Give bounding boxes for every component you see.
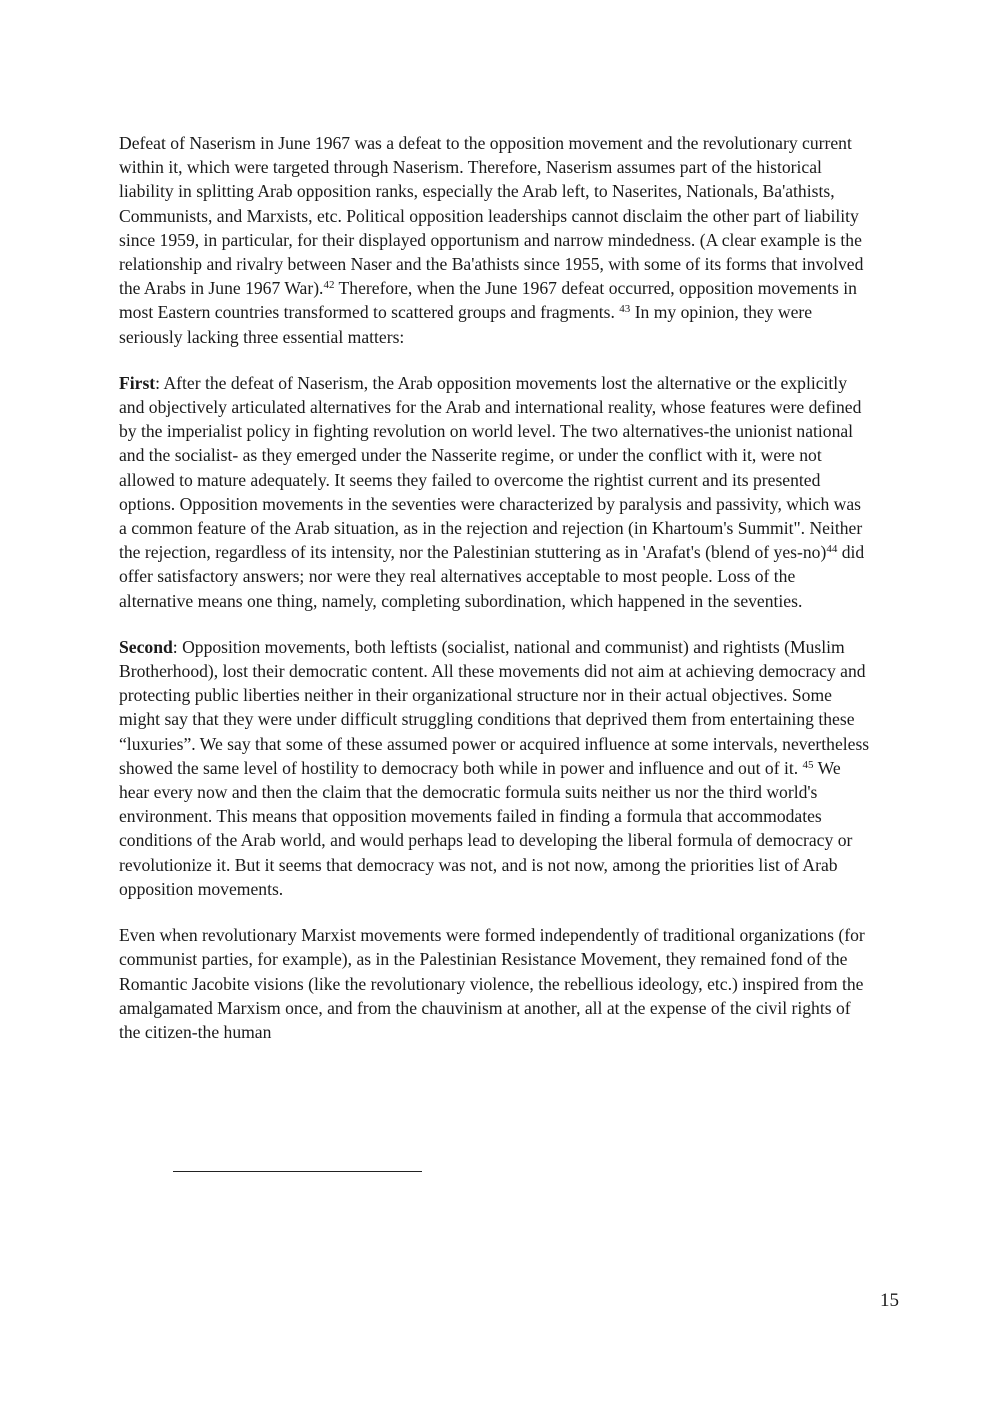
paragraph: [119, 635, 871, 901]
page-number: 15: [880, 1290, 899, 1311]
paragraph: [119, 923, 871, 1044]
paragraph-lead: Second: [119, 636, 173, 657]
footnote-reference: 44: [826, 543, 838, 556]
paragraph: [119, 131, 871, 349]
paragraph-text: Therefore, when the June 1967 defeat occurred, opposition movements in most Eastern countries transformed to scattered groups and fragments.: [119, 278, 857, 323]
paragraph-text: : Opposition movements, both leftists (socialist, national and communist) and rightists (Muslim Brotherhood), lost their democratic content. All these movements did not aim at achieving democracy and protecting public liberties neither in their organizational structure nor in their actual objectives. Some might say that they were under difficult struggling conditions that deprived them from entertaining these “luxuries”. We say that some of these assumed power or acquired influence at some intervals, nevertheless showed the same level of hostility to democracy both while in power and influence and out of it.: [119, 636, 870, 778]
paragraph-text: We hear every now and then the claim that the democratic formula suits neither us nor the third world's environment. This means that opposition movements failed in finding a formula that accommodates conditions of the Arab world, and would perhaps lead to developing the liberal formula of democracy or revolutionize it. But it seems that democracy was not, and is not now, among the priorities list of Arab opposition movements.: [119, 757, 853, 899]
paragraph-lead: First: [119, 372, 156, 393]
body-text: [119, 131, 871, 1066]
paragraph-text: In my opinion, they were seriously lacking three essential matters:: [119, 302, 813, 347]
paragraph-text: : After the defeat of Naserism, the Arab opposition movements lost the alternative or the explicitly and objectively articulated alternatives for the Arab and international reality, whose features were defined by the imperialist policy in fighting revolution on world level. The two alternatives-the unionist national and the socialist- as they emerged under the Nasserite regime, or under the conflict with it, were not allowed to mature adequately. It seems they failed to overcome the rightist current and its presented options. Opposition movements in the seventies were characterized by paralysis and passivity, which was a common feature of the Arab situation, as in the rejection and rejection (in Khartoum's Summit". Neither the rejection, regardless of its intensity, nor the Palestinian stuttering as in 'Arafat's (blend of yes-no): [119, 372, 863, 563]
paragraph: [119, 371, 871, 613]
footnote-reference: 42: [323, 279, 335, 292]
paragraph-text: Defeat of Naserism in June 1967 was a defeat to the opposition movement and the revolutionary current within it, which were targeted through Naserism. Therefore, Naserism assumes part of the historical liability in splitting Arab opposition ranks, especially the Arab left, to Naserites, Nationals, Ba'athists, Communists, and Marxists, etc. Political opposition leaderships cannot disclaim the other part of liability since 1959, in particular, for their displayed opportunism and narrow mindedness. (A clear example is the relationship and rivalry between Naser and the Ba'athists since 1955, with some of its forms that involved the Arabs in June 1967 War).: [119, 133, 864, 299]
footnote-reference: 43: [619, 303, 631, 316]
footnote-reference: 45: [802, 758, 814, 771]
paragraph-text: did offer satisfactory answers; nor were they real alternatives acceptable to most people. Loss of the alternative means one thing, namely, completing subordination, which happened in the seventies.: [119, 542, 865, 611]
footnote-separator: [173, 1171, 422, 1172]
paragraph-text: Even when revolutionary Marxist movements were formed independently of traditional organizations (for communist parties, for example), as in the Palestinian Resistance Movement, they remained fond of the Romantic Jacobite visions (like the revolutionary violence, the rebellious ideology, etc.) inspired from the amalgamated Marxism once, and from the chauvinism at another, all at the expense of the civil rights of the citizen-the human: [119, 925, 865, 1042]
